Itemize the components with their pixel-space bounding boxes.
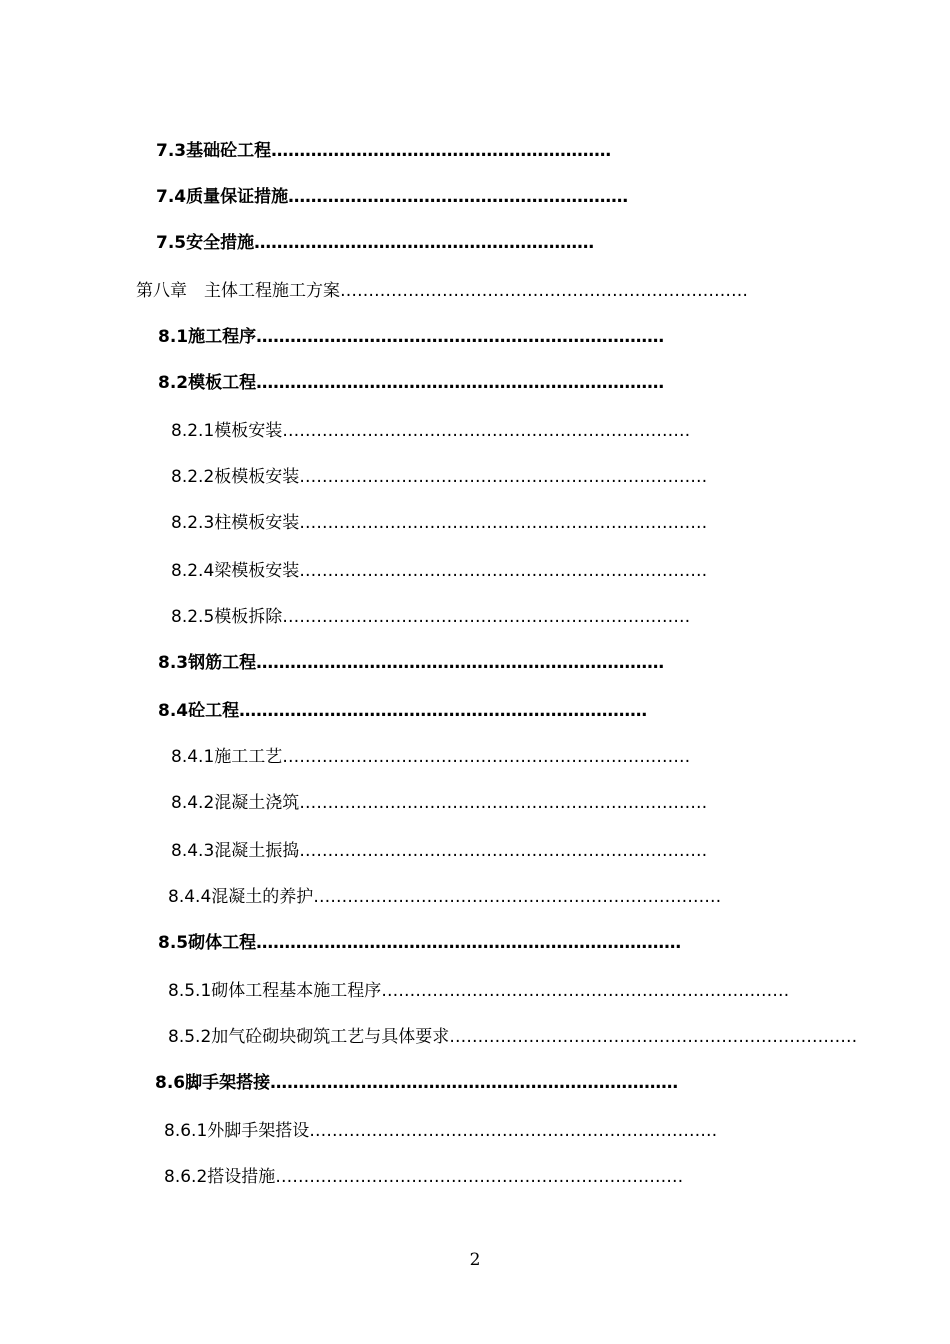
toc-leader-dots: …………………………………………………………………: [256, 933, 682, 953]
toc-leader-dots: ………………………………………………………………: [381, 981, 790, 1001]
toc-entry-title: 8.4.3混凝土振捣: [171, 841, 300, 861]
toc-entry-title: 8.4.4混凝土的养护: [168, 887, 314, 907]
toc-entry-title: 8.1施工程序: [158, 327, 257, 347]
toc-entry[interactable]: [156, 137, 652, 165]
toc-entry[interactable]: [158, 929, 731, 957]
toc-entry[interactable]: [171, 743, 724, 771]
toc-leader-dots: ………………………………………………………………: [256, 327, 665, 347]
toc-leader-dots: ………………………………………………………………: [299, 793, 708, 813]
toc-entry[interactable]: [156, 229, 652, 257]
toc-leader-dots: ……………………………………………………: [271, 141, 612, 161]
toc-entry[interactable]: [171, 557, 708, 585]
toc-leader-dots: ………………………………………………………………: [449, 1027, 858, 1047]
toc-entry-title: 7.3基础砼工程: [156, 141, 272, 161]
toc-entry[interactable]: [171, 603, 705, 631]
toc-entry[interactable]: [158, 323, 712, 351]
toc-entry[interactable]: [158, 649, 692, 677]
toc-leader-dots: ………………………………………………………………: [239, 701, 648, 721]
toc-leader-dots: ………………………………………………………………: [299, 513, 708, 533]
toc-entry-title: 8.4.2混凝土浇筑: [171, 793, 300, 813]
toc-leader-dots: ………………………………………………………………: [256, 653, 665, 673]
toc-leader-dots: ………………………………………………………………: [256, 373, 665, 393]
toc-leader-dots: ……………………………………………………: [288, 187, 629, 207]
toc-leader-dots: ………………………………………………………………: [282, 747, 691, 767]
toc-entry[interactable]: [168, 883, 721, 911]
toc-entry-title: 8.5.1砌体工程基本施工程序: [168, 981, 382, 1001]
toc-entry[interactable]: [171, 789, 724, 817]
toc-entry-title: 8.6脚手架搭接: [155, 1073, 271, 1093]
toc-entry[interactable]: [164, 1117, 716, 1145]
toc-leader-dots: ………………………………………………………………: [313, 887, 722, 907]
toc-entry[interactable]: [155, 1069, 707, 1097]
toc-leader-dots: ………………………………………………………………: [282, 421, 691, 441]
toc-entry[interactable]: [164, 1163, 716, 1191]
toc-entry-title: 8.3钢筋工程: [158, 653, 257, 673]
toc-entry-title: 8.2.2板模板安装: [171, 467, 300, 487]
toc-entry-title: 8.2.4梁模板安装: [171, 561, 300, 581]
toc-entry[interactable]: [171, 837, 724, 865]
toc-leader-dots: ………………………………………………………………: [340, 281, 748, 301]
toc-entry-title: 8.2.3柱模板安装: [171, 513, 300, 533]
toc-entry-title: 8.4.1施工工艺: [171, 747, 283, 767]
toc-entry-title: 8.6.2搭设措施: [164, 1167, 276, 1187]
toc-entry-title: 8.5.2加气砼砌块砌筑工艺与具体要求: [168, 1027, 450, 1047]
toc-leader-dots: ………………………………………………………………: [309, 1121, 718, 1141]
toc-leader-dots: ………………………………………………………………: [299, 467, 708, 487]
toc-entry[interactable]: [156, 183, 652, 211]
toc-leader-dots: ………………………………………………………………: [282, 607, 691, 627]
toc-entry[interactable]: [136, 277, 748, 305]
toc-entry-title: 第八章 主体工程施工方案: [136, 281, 340, 301]
toc-leader-dots: ………………………………………………………………: [299, 561, 708, 581]
toc-entry[interactable]: [171, 417, 705, 445]
toc-entry-title: 8.2.5模板拆除: [171, 607, 283, 627]
toc-entry[interactable]: [158, 369, 712, 397]
toc-entry[interactable]: [171, 463, 708, 491]
toc-entry[interactable]: [171, 509, 708, 537]
toc-entry[interactable]: [168, 977, 790, 1005]
toc-entry[interactable]: [168, 1023, 858, 1051]
toc-leader-dots: ………………………………………………………………: [275, 1167, 684, 1187]
toc-entry-title: 8.2模板工程: [158, 373, 257, 393]
toc-entry-title: 8.4砼工程: [158, 701, 240, 721]
toc-leader-dots: ………………………………………………………………: [270, 1073, 679, 1093]
page-number: 2: [469, 1250, 481, 1270]
toc-leader-dots: ………………………………………………………………: [299, 841, 708, 861]
toc-entry-title: 8.2.1模板安装: [171, 421, 283, 441]
toc-entry[interactable]: [158, 697, 712, 725]
toc-entry-title: 8.6.1外脚手架搭设: [164, 1121, 310, 1141]
toc-entry-title: 8.5砌体工程: [158, 933, 257, 953]
toc-entry-title: 7.4质量保证措施: [156, 187, 289, 207]
toc-leader-dots: ……………………………………………………: [254, 233, 595, 253]
toc-entry-title: 7.5安全措施: [156, 233, 255, 253]
